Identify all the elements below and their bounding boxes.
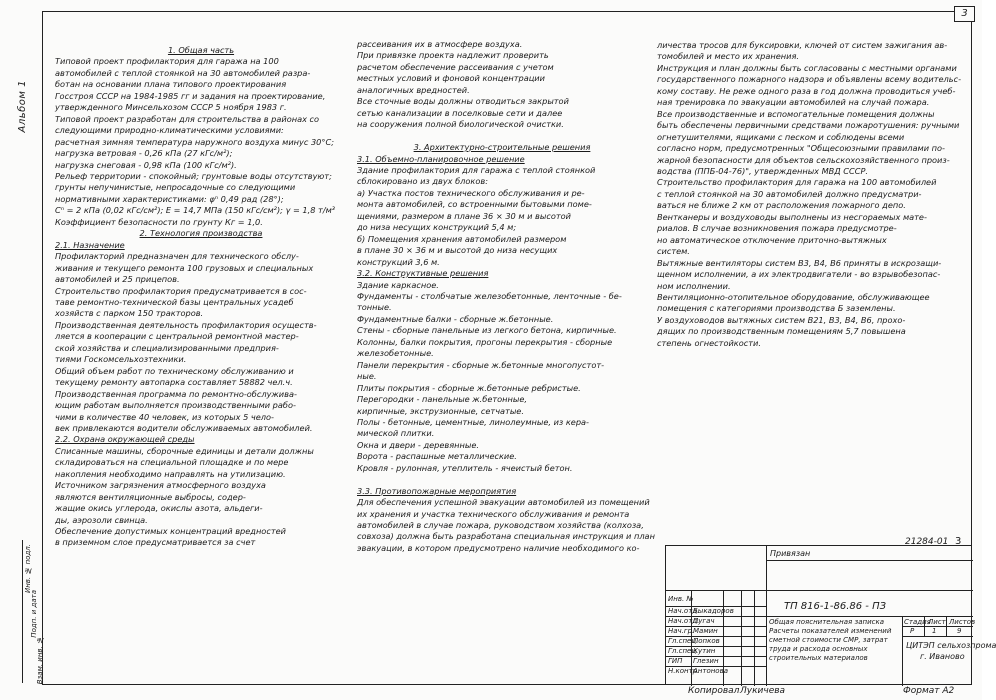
text-column-1	[55, 45, 347, 549]
text-line: Рельеф территории - спокойный; грунтовые воды отсутствуют;	[55, 170, 332, 181]
text-line: огнетушителями, ящиками с песком и соблюдены всеми	[657, 131, 905, 142]
text-line: ная тренировка по эвакуации автомобилей на случай пожара.	[657, 97, 930, 108]
name-3: Мамин	[693, 627, 718, 635]
text-line: Сⁿ = 2 кПа (0,02 кГс/см²); Е = 14,7 МПа (150 кГс/см²); γ = 1,8 т/м³	[55, 205, 336, 216]
text-line: 2.2. Охрана окружающей среды	[55, 434, 195, 445]
text-line: аналогичных вредностей.	[357, 84, 470, 95]
text-line: их хранения и участка технического обслуживания и ремонта	[357, 508, 630, 519]
role-5: Гл.спец.	[668, 647, 699, 655]
text-line: личества тросов для буксировки, ключей от систем зажигания ав-	[657, 40, 948, 50]
text-line: железобетонные.	[357, 348, 434, 359]
name-7: Антонова	[693, 667, 728, 675]
text-line: ботан на основании плана типового проектирования	[55, 79, 287, 90]
org-city: г. Иваново	[920, 652, 965, 661]
text-line: на сооружения полной биологической очистки.	[357, 119, 564, 130]
text-line: помещения с категориями производства Б заземлены.	[657, 303, 896, 314]
title-line-5: строительных материалов	[769, 654, 868, 662]
col-head-stage: Стадия	[904, 618, 931, 626]
text-line: текущему ремонту автопарка составляет 58882 чел.ч.	[55, 377, 293, 388]
role-2: Нач.отд.	[668, 617, 700, 625]
text-line: Производственная программа по ремонтно-обслужива-	[55, 388, 297, 399]
text-line: Профилакторий предназначен для технического обслу-	[55, 251, 299, 262]
text-line: Типовой проект профилактория для гаража на 100	[55, 56, 279, 67]
text-line: являются вентиляционные выбросы, содер-	[55, 491, 246, 502]
text-line: следующими природно-климатическими условиями:	[55, 125, 284, 136]
text-line: Ворота - распашные металлические.	[357, 451, 517, 462]
text-line: Списанные машины, сборочные единицы и детали должны	[55, 445, 314, 456]
role-6: ГИП	[668, 657, 683, 665]
album-label: Альбом 1	[17, 80, 28, 133]
text-line: складироваться на специальной площадке и по мере	[55, 457, 289, 468]
text-line: государственного пожарного надзора и объявлены всему водительс-	[657, 74, 962, 85]
text-line: ваться не ближе 2 км от расположения пожарного депо.	[657, 200, 906, 211]
role-7: Н.контр.	[668, 667, 700, 675]
text-line: Все производственные и вспомогательные помещения должны	[657, 108, 935, 119]
text-line: Полы - бетонные, цементные, линолеумные, из кера-	[357, 416, 590, 427]
text-line: нормативными характеристиками: φⁿ 0,49 рад (28°);	[55, 193, 284, 204]
text-line: Панели перекрытия - сборные ж.бетонные многопустот-	[357, 359, 605, 370]
text-line: накопления необходимо направлять на утилизацию.	[55, 468, 286, 479]
text-line: Строительство профилактория предусматривается в сос-	[55, 285, 307, 296]
page-number-box	[954, 6, 975, 22]
text-line: но автоматическое отключение приточно-вытяжных	[657, 234, 887, 245]
text-line: Все сточные воды должны отводиться закрытой	[357, 96, 569, 107]
role-3: Нач.гр.	[668, 627, 695, 635]
side-label-inv: Инв. № подл.	[24, 544, 32, 594]
text-line: в приземном слое предусматривается за счет	[55, 537, 256, 548]
text-line: жарной безопасности для объектов сельскохозяйственного произ-	[657, 154, 950, 165]
text-line: систем.	[657, 246, 690, 257]
text-line: Вытяжные вентиляторы систем В3, В4, В6 приняты в искрозащи-	[657, 257, 942, 268]
text-line: Инструкция и план должны быть согласованы с местными органами	[657, 62, 957, 73]
role-4: Гл.спец.	[668, 637, 699, 645]
col-head-sheet: Лист	[928, 618, 946, 626]
text-line: живания и текущего ремонта 100 грузовых и специальных	[55, 262, 314, 273]
text-line: Для обеспечения успешной эвакуации автомобилей из помещений	[357, 497, 650, 508]
text-line: Коэффициент безопасности по грунту Кг = 1,0.	[55, 216, 263, 227]
text-line: ды, аэрозоли свинца.	[55, 514, 148, 525]
text-line: 2. Технология производства	[139, 228, 263, 239]
text-line: до низа несущих конструкций 5,4 м;	[357, 222, 517, 233]
name-1: Быкадоров	[693, 607, 734, 615]
stage-value: Р	[910, 627, 915, 635]
role-1: Нач.отд.	[668, 607, 700, 615]
privyazan-label: Привязан	[770, 549, 811, 558]
text-line: Производственная деятельность профилактория осуществ-	[55, 319, 317, 330]
title-line-1: Общая пояснительная записка	[769, 618, 884, 626]
text-line: Типовой проект разработан для строительства в районах со	[55, 113, 320, 124]
text-line: грунты непучинистые, непросадочные со следующими	[55, 182, 296, 193]
text-line: Обеспечение допустимых концентраций вредностей	[55, 526, 286, 537]
text-line: Вентиляционно-отопительное оборудование, обслуживающее	[657, 291, 930, 302]
text-line: сблокировано из двух блоков:	[357, 176, 488, 187]
text-line: автомобилей с теплой стоянкой на 30 автомобилей разра-	[55, 67, 311, 78]
text-line: тонные.	[357, 302, 392, 313]
text-line	[357, 474, 647, 485]
document-ref: 21284-01	[905, 537, 949, 547]
text-line: 3.3. Противопожарные мероприятия	[357, 485, 517, 496]
text-line: тиями Госкомсельхозтехники.	[55, 354, 187, 365]
text-line: кому составу. Не реже одного раза в год должна проводиться учеб-	[657, 85, 956, 96]
text-line: нагрузка ветровая - 0,26 кПа (27 кГс/м²);	[55, 148, 233, 159]
sheets-value: 9	[957, 627, 962, 635]
text-line: а) Участка постов технического обслуживания и ре-	[357, 187, 585, 198]
text-line: водства (ППБ-04-76)", утвержденных МВД СССР.	[657, 165, 868, 176]
text-line: томобилей и место их хранения.	[657, 51, 799, 62]
text-line: дящих по производственным помещениям 5,7 повышена	[657, 326, 906, 337]
text-line: век привлекаются водители обслуживаемых автомобилей.	[55, 422, 313, 433]
text-line: мической плитки.	[357, 428, 435, 439]
text-line: монта автомобилей, со встроенными бытовыми поме-	[357, 199, 592, 210]
side-label-replace: Взам. инв. №	[36, 636, 44, 685]
text-line: согласно норм, предусмотренных "Общесоюзными правилами по-	[657, 143, 945, 154]
text-line: автомобилей в случае пожара, руководством хозяйства (колхоза,	[357, 520, 644, 531]
text-line: Стены - сборные панельные из легкого бетона, кирпичные.	[357, 325, 617, 336]
text-line: степень огнестойкости.	[657, 337, 761, 348]
col-head-sheets: Листов	[949, 618, 976, 626]
side-strip	[22, 540, 43, 683]
text-line: Здание каркасное.	[357, 279, 439, 290]
text-line: Общий объем работ по техническому обслуживанию и	[55, 365, 294, 376]
text-line: 3.2. Конструктивные решения	[357, 268, 489, 279]
project-code: ТП 816-1-86.86 - ПЗ	[784, 601, 886, 612]
text-line: Источником загрязнения атмосферного воздуха	[55, 480, 266, 491]
text-line: утвержденного Минсельхозом СССР 5 ноября 1983 г.	[55, 102, 287, 113]
text-line: Строительство профилактория для гаража на 100 автомобилей	[657, 177, 937, 188]
copier-name: Лукичева	[740, 686, 786, 696]
text-line: в плане 30 × 36 м и высотой до низа несущих	[357, 245, 558, 256]
title-line-2: Расчеты показателей изменений	[769, 627, 892, 635]
sheet-value: 1	[932, 627, 937, 635]
sheet-number: 3	[955, 536, 962, 547]
text-line: ные.	[357, 371, 377, 382]
title-line-4: труда и расхода основных	[769, 645, 868, 653]
text-line: расчетом обеспечение рассеивания с учетом	[357, 61, 554, 72]
text-line: 3.1. Объемно-планировочное решение	[357, 153, 525, 164]
text-column-3	[657, 40, 965, 349]
text-line: щенном исполнении, а их электродвигатели - во взрывобезопас-	[657, 269, 941, 280]
text-line: Госстроя СССР на 1984-1985 гг и задания на проектирование,	[55, 90, 326, 101]
text-line: Фундаментные балки - сборные ж.бетонные.	[357, 313, 554, 324]
text-line: У воздуховодов вытяжных систем В21, В3, В4, В6, прохо-	[657, 314, 906, 325]
copied-label: Копировал	[688, 686, 740, 696]
text-line: риалов. В случае возникновения пожара предусмотре-	[657, 223, 897, 234]
name-5: Кутин	[693, 647, 716, 655]
text-line: жащие окись углерода, окислы азота, альдеги-	[55, 503, 263, 514]
text-line: 3. Архитектурно-строительные решения	[413, 142, 591, 153]
text-line: конструкций 3,6 м.	[357, 256, 440, 267]
text-line: кирпичные, экструзионные, сетчатые.	[357, 405, 524, 416]
text-line: Кровля - рулонная, утеплитель - ячеистый бетон.	[357, 462, 573, 473]
text-line: Окна и двери - деревянные.	[357, 439, 479, 450]
text-line: с теплой стоянкой на 30 автомобилей должно предусматри-	[657, 188, 922, 199]
text-line: Колонны, балки покрытия, прогоны перекрытия - сборные	[357, 336, 613, 347]
org-name: ЦИТЭП сельхозпрома	[906, 641, 996, 650]
text-line: расчетная зимняя температура наружного воздуха минус 30°С;	[55, 136, 334, 147]
text-line: Фундаменты - столбчатые железобетонные, ленточные - бе-	[357, 290, 622, 301]
text-line: совхоза) должна быть разработана специальная инструкция и план	[357, 531, 655, 542]
text-line: 2.1. Назначение	[55, 239, 125, 250]
text-line: автомобилей и 25 прицепов.	[55, 274, 180, 285]
text-line: нагрузка снеговая - 0,98 кПа (100 кГс/м²).	[55, 159, 237, 170]
name-2: Пугач	[693, 617, 715, 625]
text-line: сетью канализации в поселковые сети и далее	[357, 107, 563, 118]
format-label: Формат А2	[903, 686, 955, 696]
title-line-3: сметной стоимости СМР, затрат	[769, 636, 888, 644]
title-block	[665, 545, 996, 685]
text-line: местных условий и фоновой концентрации	[357, 73, 545, 84]
inv-no-label: Инв. №	[668, 595, 694, 603]
name-4: Попков	[693, 637, 720, 645]
text-line: Здание профилактория для гаража с теплой стоянкой	[357, 164, 596, 175]
text-line: Вентканеры и воздуховоды выполнены из несгораемых мате-	[657, 211, 927, 222]
text-line: б) Помещения хранения автомобилей размером	[357, 233, 567, 244]
text-line: ской хозяйства и специализированными предприя-	[55, 342, 279, 353]
text-line: Плиты покрытия - сборные ж.бетонные ребристые.	[357, 382, 581, 393]
text-line: ющим работам выполняется производственными рабо-	[55, 400, 296, 411]
text-line: быть обеспечены первичными средствами пожаротушения: ручными	[657, 120, 960, 131]
text-line	[357, 131, 647, 142]
page-number: 3	[961, 8, 968, 19]
text-line: рассеивания их в атмосфере воздуха.	[357, 39, 523, 49]
text-line: хозяйств с парком 150 тракторов.	[55, 308, 204, 319]
side-label-sign: Подп. и дата	[30, 590, 38, 638]
text-line: эвакуации, в котором предусмотрено наличие необходимого ко-	[357, 542, 640, 553]
text-line: таве ремонтно-технической базы центральных усадеб	[55, 296, 294, 307]
name-6: Глезин	[693, 657, 719, 665]
text-line: Перегородки - панельные ж.бетонные,	[357, 394, 527, 405]
text-line: чими в количестве 40 человек, из которых 5 чело-	[55, 411, 274, 422]
text-line: щениями, размером в плане 36 × 30 м и высотой	[357, 210, 571, 221]
text-column-2	[357, 39, 655, 554]
text-line: 1. Общая часть	[167, 45, 235, 55]
text-line: ном исполнении.	[657, 280, 731, 291]
text-line: При привязке проекта надлежит проверить	[357, 50, 549, 61]
text-line: ляется в кооперации с центральной ремонтной мастер-	[55, 331, 299, 342]
